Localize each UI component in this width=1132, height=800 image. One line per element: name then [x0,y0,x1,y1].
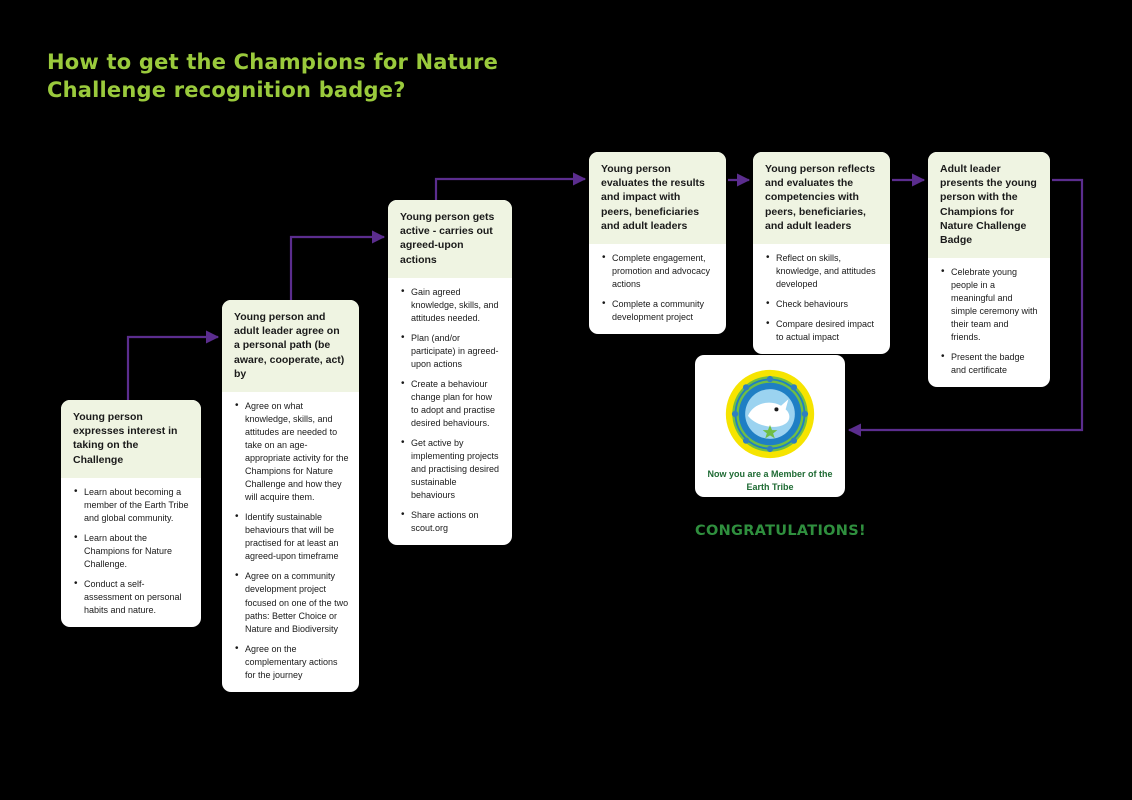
list-item: • Celebrate young people in a meaningful and simple ceremony with their team and friends. [940,266,1040,344]
page-title: How to get the Champions for Nature Challenge recognition badge? [47,50,499,103]
list-item: • Compare desired impact to actual impact [765,318,880,344]
list-item: • Learn about becoming a member of the Earth Tribe and global community. [73,486,191,525]
node-header: Young person reflects and evaluates the competencies with peers, beneficiaries, and adult leaders [753,152,890,244]
node-young-person-gets-active[interactable] [388,200,512,545]
node-adult-leader-presents-badge[interactable] [928,152,1050,387]
earth-tribe-badge-icon [724,368,816,460]
list-item: • Identify sustainable behaviours that will be practised for at least an agreed-upon timeframe [234,511,349,563]
node-evaluates-results-and-impact[interactable] [589,152,726,334]
node-agree-personal-path[interactable] [222,300,359,692]
node-header: Adult leader presents the young person with the Champions for Nature Challenge Badge [928,152,1050,258]
list-item: • Agree on a community development project focused on one of the two paths: Better Choice or Nature and Biodiversity [234,570,349,635]
list-item: • Create a behaviour change plan for how to adopt and practise desired behaviours. [400,378,502,430]
node-body [753,244,890,354]
list-item: • Complete engagement, promotion and advocacy actions [601,252,716,291]
earth-tribe-badge-card[interactable] [695,355,845,497]
list-item: • Gain agreed knowledge, skills, and attitudes needed. [400,286,502,325]
list-item: • Complete a community development project [601,298,716,324]
node-body [589,244,726,334]
badge-caption: Now you are a Member of the Earth Tribe [707,469,833,492]
arrow-interest-to-agree [128,337,218,400]
list-item: • Present the badge and certificate [940,351,1040,377]
node-body [388,278,512,546]
node-reflects-on-competencies[interactable] [753,152,890,354]
list-item: • Agree on what knowledge, skills, and attitudes are needed to take on an age-appropriate activity for the Champions for Nature Challenge and how they will acquire them. [234,400,349,504]
arrow-active-to-evaluate [436,179,585,200]
node-body [928,258,1050,387]
node-body [61,478,201,627]
node-header: Young person and adult leader agree on a personal path (be aware, cooperate, act) by [222,300,359,392]
node-header: Young person expresses interest in taking on the Challenge [61,400,201,478]
list-item: • Plan (and/or participate) in agreed-upon actions [400,332,502,371]
list-item: • Agree on the complementary actions for the journey [234,643,349,682]
list-item: • Learn about the Champions for Nature Challenge. [73,532,191,571]
list-item: • Reflect on skills, knowledge, and attitudes developed [765,252,880,291]
list-item: • Conduct a self-assessment on personal habits and nature. [73,578,191,617]
node-young-person-expresses-interest[interactable] [61,400,201,627]
list-item: • Get active by implementing projects and practising desired sustainable behaviours [400,437,502,502]
list-item: • Share actions on scout.org [400,509,502,535]
arrow-agree-to-active [291,237,384,300]
node-body [222,392,359,692]
list-item: • Check behaviours [765,298,880,311]
node-header: Young person gets active - carries out agreed-upon actions [388,200,512,278]
congratulations-text: CONGRATULATIONS! [695,523,866,539]
node-header: Young person evaluates the results and impact with peers, beneficiaries and adult leaders [589,152,726,244]
